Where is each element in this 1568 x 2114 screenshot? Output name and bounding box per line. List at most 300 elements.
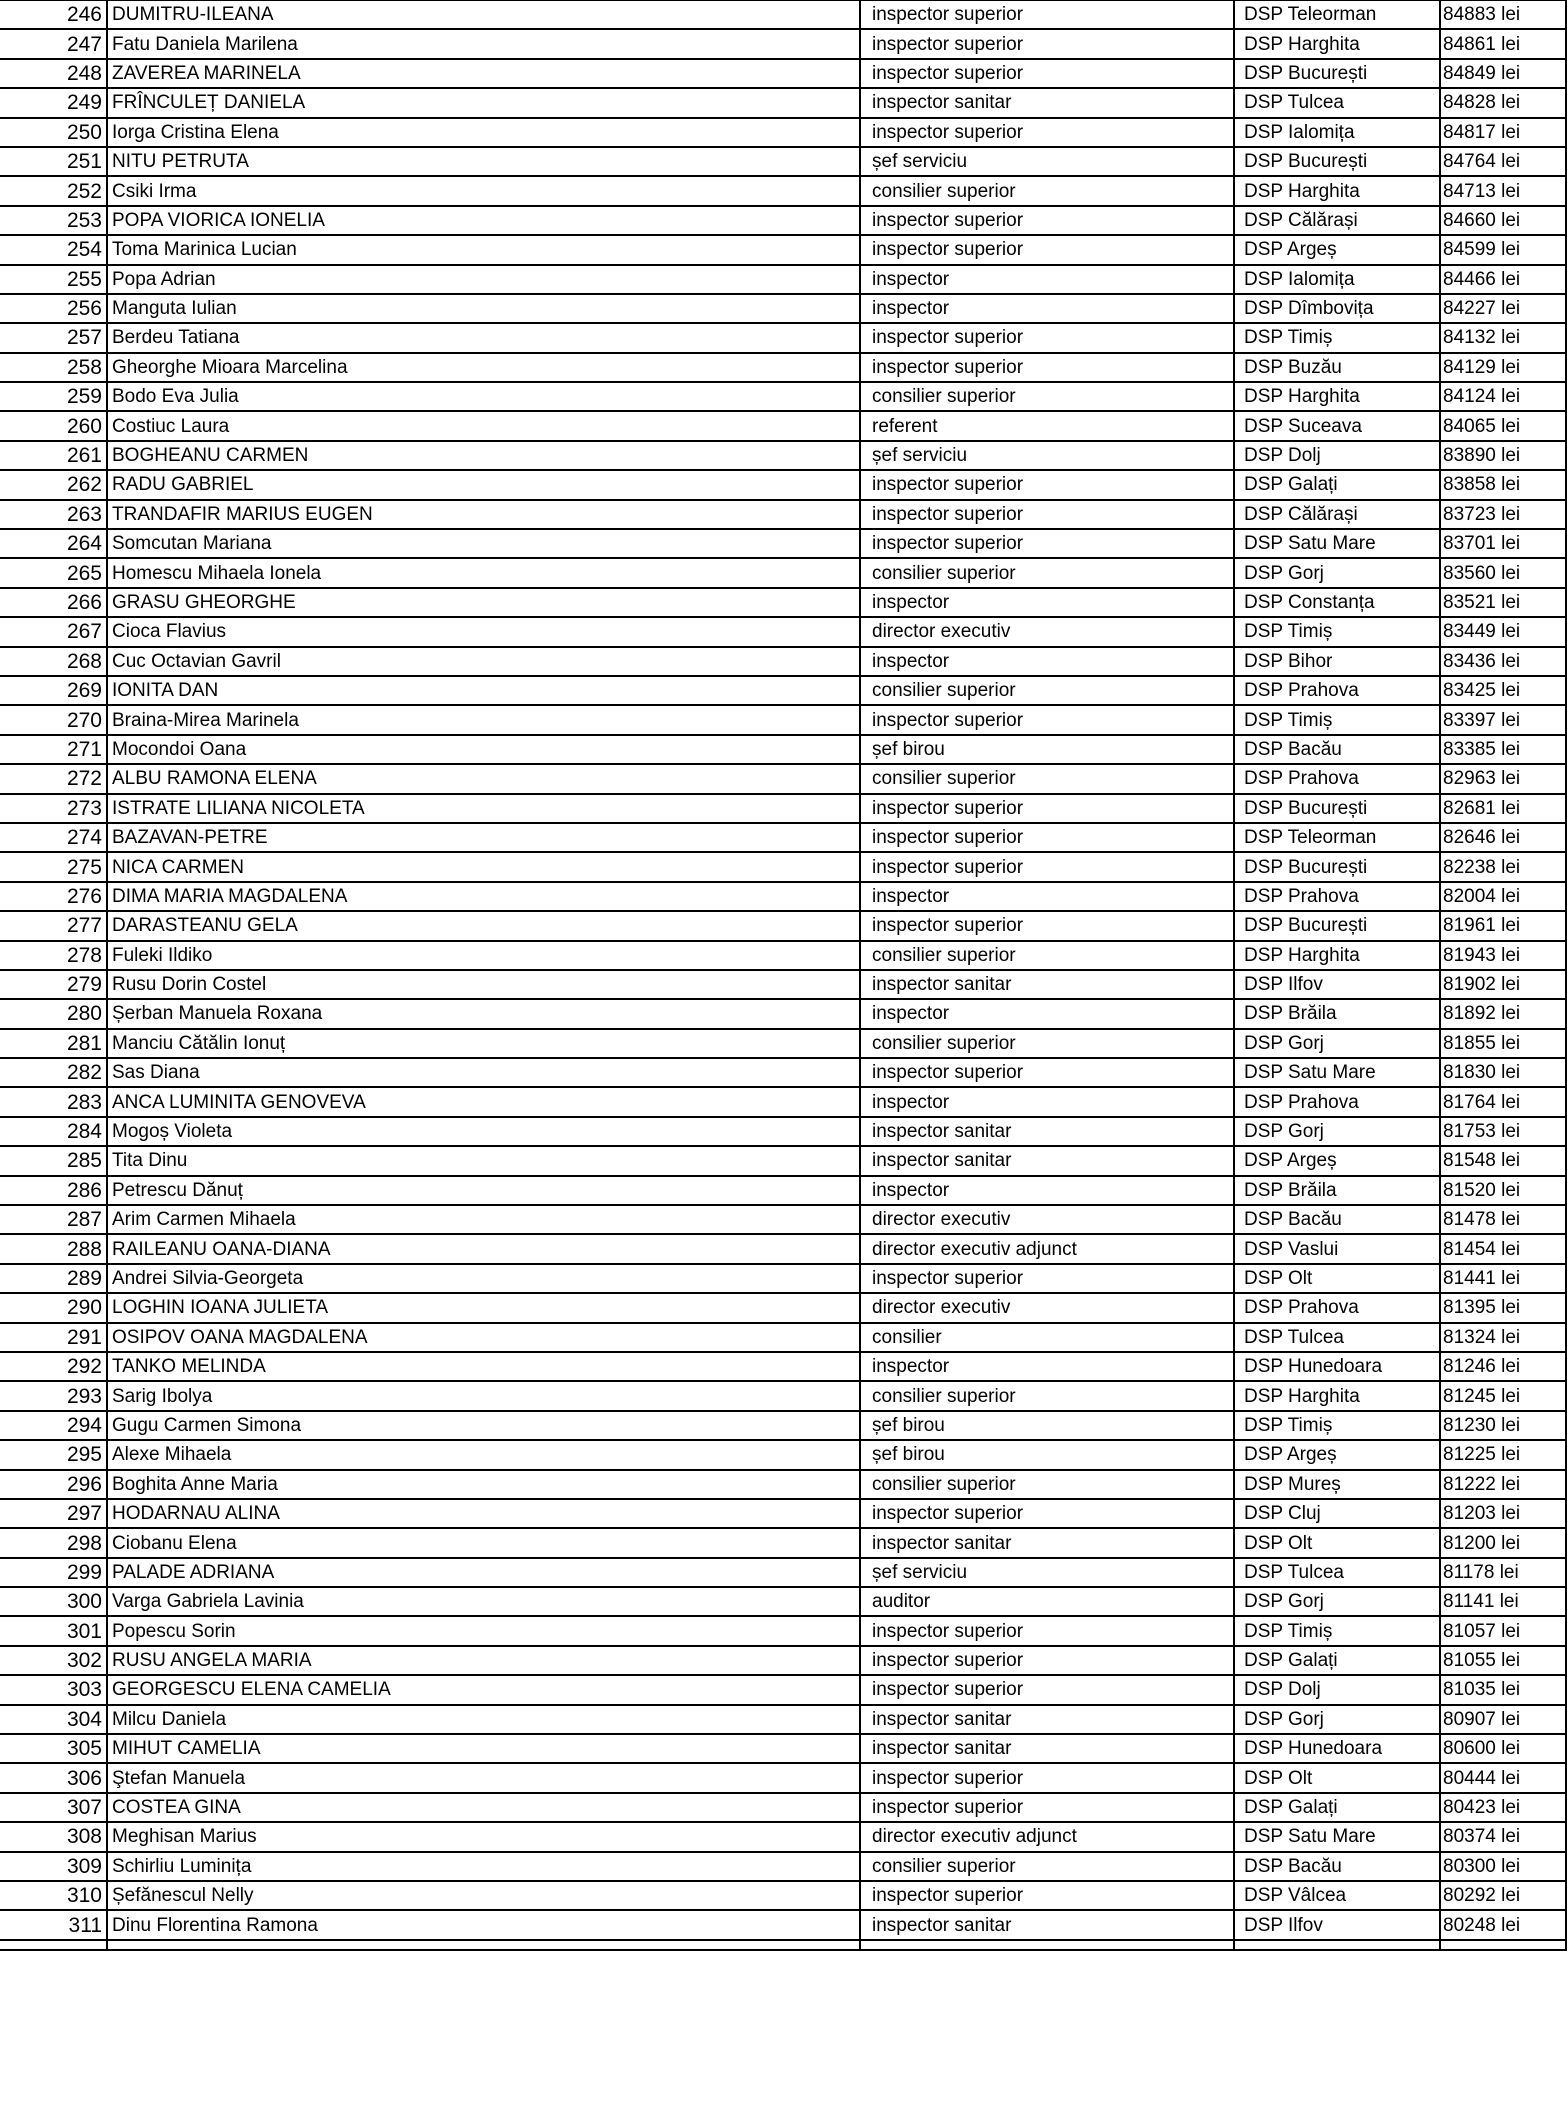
table-row	[0, 1381, 1566, 1410]
table-row	[0, 970, 1566, 999]
salary-cell: 84132 lei	[1440, 323, 1566, 352]
salary-cell: 83723 lei	[1440, 500, 1566, 529]
salary-cell: 84817 lei	[1440, 118, 1566, 147]
employee-name-cell: Alexe Mihaela	[107, 1440, 860, 1469]
row-number-cell: 257	[0, 323, 107, 352]
table-row	[0, 1587, 1566, 1616]
employee-name-cell: Mogoș Violeta	[107, 1117, 860, 1146]
salary-cell: 80374 lei	[1440, 1822, 1566, 1851]
salary-cell: 80907 lei	[1440, 1705, 1566, 1734]
row-number-cell: 287	[0, 1205, 107, 1234]
salary-cell: 82004 lei	[1440, 882, 1566, 911]
table-row	[0, 1822, 1566, 1851]
job-function-cell: inspector superior	[860, 529, 1234, 558]
institution-cell: DSP Călărași	[1234, 206, 1440, 235]
salary-cell: 84124 lei	[1440, 382, 1566, 411]
job-function-cell: inspector superior	[860, 235, 1234, 264]
institution-cell: DSP Vaslui	[1234, 1234, 1440, 1263]
table-row	[0, 617, 1566, 646]
row-number-cell: 307	[0, 1793, 107, 1822]
salary-cell: 80600 lei	[1440, 1734, 1566, 1763]
row-number-cell: 262	[0, 470, 107, 499]
row-number-cell: 311	[0, 1910, 107, 1939]
table-row	[0, 1440, 1566, 1469]
salary-cell: 81764 lei	[1440, 1087, 1566, 1116]
institution-cell: DSP Suceava	[1234, 411, 1440, 440]
institution-cell: DSP Harghita	[1234, 382, 1440, 411]
salary-cell: 81548 lei	[1440, 1146, 1566, 1175]
employee-name-cell: TRANDAFIR MARIUS EUGEN	[107, 500, 860, 529]
employee-name-cell: Csiki Irma	[107, 176, 860, 205]
row-number-cell: 255	[0, 265, 107, 294]
row-number-cell: 303	[0, 1675, 107, 1704]
employee-name-cell: Dinu Florentina Ramona	[107, 1910, 860, 1939]
row-number-cell: 268	[0, 647, 107, 676]
table-row	[0, 1176, 1566, 1205]
job-function-cell: inspector superior	[860, 1264, 1234, 1293]
employee-name-cell: Iorga Cristina Elena	[107, 118, 860, 147]
row-number-cell: 277	[0, 911, 107, 940]
table-row	[0, 852, 1566, 881]
institution-cell: DSP Dîmbovița	[1234, 294, 1440, 323]
institution-cell: DSP Prahova	[1234, 1293, 1440, 1322]
salary-cell: 81245 lei	[1440, 1381, 1566, 1410]
job-function-cell: inspector superior	[860, 911, 1234, 940]
table-row	[0, 1058, 1566, 1087]
table-row	[0, 470, 1566, 499]
job-function-cell: director executiv	[860, 1293, 1234, 1322]
institution-cell: DSP Ialomița	[1234, 118, 1440, 147]
employee-name-cell: LOGHIN IOANA JULIETA	[107, 1293, 860, 1322]
employee-name-cell: RAILEANU OANA-DIANA	[107, 1234, 860, 1263]
row-number-cell: 300	[0, 1587, 107, 1616]
salary-cell: 80300 lei	[1440, 1852, 1566, 1881]
row-number-cell: 271	[0, 735, 107, 764]
salary-cell: 81246 lei	[1440, 1352, 1566, 1381]
row-number-cell: 254	[0, 235, 107, 264]
job-function-cell: auditor	[860, 1587, 1234, 1616]
institution-cell: DSP Hunedoara	[1234, 1734, 1440, 1763]
table-row	[0, 823, 1566, 852]
employee-name-cell: DIMA MARIA MAGDALENA	[107, 882, 860, 911]
institution-cell: DSP Prahova	[1234, 676, 1440, 705]
row-number-cell: 260	[0, 411, 107, 440]
job-function-cell: inspector	[860, 588, 1234, 617]
employee-name-cell: Manciu Cătălin Ionuț	[107, 1029, 860, 1058]
job-function-cell: consilier superior	[860, 1029, 1234, 1058]
job-function-cell: inspector superior	[860, 1058, 1234, 1087]
row-number-cell: 272	[0, 764, 107, 793]
row-number-cell: 306	[0, 1763, 107, 1792]
employee-name-cell: OSIPOV OANA MAGDALENA	[107, 1323, 860, 1352]
institution-cell: DSP Satu Mare	[1234, 529, 1440, 558]
table-row	[0, 1499, 1566, 1528]
institution-cell: DSP Prahova	[1234, 764, 1440, 793]
employee-name-cell: Arim Carmen Mihaela	[107, 1205, 860, 1234]
institution-cell: DSP Vâlcea	[1234, 1881, 1440, 1910]
salary-cell: 84065 lei	[1440, 411, 1566, 440]
institution-cell: DSP Bacău	[1234, 1852, 1440, 1881]
institution-cell: DSP Brăila	[1234, 1176, 1440, 1205]
job-function-cell: inspector	[860, 294, 1234, 323]
job-function-cell: inspector superior	[860, 59, 1234, 88]
table-row	[0, 235, 1566, 264]
institution-cell: DSP Prahova	[1234, 1087, 1440, 1116]
job-function-cell: director executiv	[860, 617, 1234, 646]
row-number-cell: 275	[0, 852, 107, 881]
institution-cell: DSP Timiș	[1234, 1411, 1440, 1440]
row-number-cell: 288	[0, 1234, 107, 1263]
table-row	[0, 59, 1566, 88]
employee-name-cell: ZAVEREA MARINELA	[107, 59, 860, 88]
institution-cell: DSP Olt	[1234, 1264, 1440, 1293]
employee-name-cell: Sas Diana	[107, 1058, 860, 1087]
job-function-cell: inspector superior	[860, 1675, 1234, 1704]
salary-cell: 84466 lei	[1440, 265, 1566, 294]
row-number-cell: 290	[0, 1293, 107, 1322]
job-function-cell: inspector superior	[860, 206, 1234, 235]
row-number-cell: 289	[0, 1264, 107, 1293]
salary-cell: 84828 lei	[1440, 88, 1566, 117]
employee-name-cell: Petrescu Dănuț	[107, 1176, 860, 1205]
salary-cell: 81225 lei	[1440, 1440, 1566, 1469]
row-number-cell: 285	[0, 1146, 107, 1175]
row-number-cell: 273	[0, 794, 107, 823]
salary-cell: 84713 lei	[1440, 176, 1566, 205]
institution-cell: DSP Cluj	[1234, 1499, 1440, 1528]
job-function-cell: inspector superior	[860, 1793, 1234, 1822]
employee-name-cell: Mocondoi Oana	[107, 735, 860, 764]
table-row	[0, 1881, 1566, 1910]
institution-cell: DSP Gorj	[1234, 558, 1440, 587]
employee-name-cell: Șerban Manuela Roxana	[107, 999, 860, 1028]
employee-name-cell: Varga Gabriela Lavinia	[107, 1587, 860, 1616]
salary-cell: 83425 lei	[1440, 676, 1566, 705]
salary-cell: 81141 lei	[1440, 1587, 1566, 1616]
salary-cell: 81520 lei	[1440, 1176, 1566, 1205]
employee-name-cell: TANKO MELINDA	[107, 1352, 860, 1381]
employee-name-cell: Popa Adrian	[107, 265, 860, 294]
employee-name-cell: Rusu Dorin Costel	[107, 970, 860, 999]
job-function-cell: șef birou	[860, 735, 1234, 764]
row-number-cell: 274	[0, 823, 107, 852]
employee-name-cell: BAZAVAN-PETRE	[107, 823, 860, 852]
job-function-cell: șef birou	[860, 1411, 1234, 1440]
institution-cell: DSP Harghita	[1234, 1381, 1440, 1410]
institution-cell: DSP Teleorman	[1234, 0, 1440, 29]
job-function-cell: inspector	[860, 999, 1234, 1028]
job-function-cell: inspector	[860, 1352, 1234, 1381]
job-function-cell: inspector superior	[860, 470, 1234, 499]
row-number-cell: 256	[0, 294, 107, 323]
table-row	[0, 999, 1566, 1028]
row-number-cell: 301	[0, 1616, 107, 1645]
table-row	[0, 588, 1566, 617]
employee-name-cell: Somcutan Mariana	[107, 529, 860, 558]
salary-cell: 84660 lei	[1440, 206, 1566, 235]
table-row	[0, 1646, 1566, 1675]
table-row	[0, 206, 1566, 235]
employee-name-cell: POPA VIORICA IONELIA	[107, 206, 860, 235]
table-row	[0, 294, 1566, 323]
employee-name-cell: Andrei Silvia-Georgeta	[107, 1264, 860, 1293]
institution-cell: DSP Tulcea	[1234, 1558, 1440, 1587]
employee-name-cell: ALBU RAMONA ELENA	[107, 764, 860, 793]
row-number-cell: 291	[0, 1323, 107, 1352]
job-function-cell: inspector sanitar	[860, 88, 1234, 117]
job-function-cell: consilier superior	[860, 941, 1234, 970]
job-function-cell: director executiv	[860, 1205, 1234, 1234]
table-row	[0, 676, 1566, 705]
job-function-cell: director executiv adjunct	[860, 1234, 1234, 1263]
employee-name-cell: Ciobanu Elena	[107, 1528, 860, 1557]
job-function-cell: consilier superior	[860, 1470, 1234, 1499]
row-number-cell: 299	[0, 1558, 107, 1587]
employee-name-cell: Meghisan Marius	[107, 1822, 860, 1851]
institution-cell: DSP Argeș	[1234, 1440, 1440, 1469]
job-function-cell: inspector sanitar	[860, 1146, 1234, 1175]
employee-name-cell: Milcu Daniela	[107, 1705, 860, 1734]
institution-cell: DSP Teleorman	[1234, 823, 1440, 852]
row-number-cell: 295	[0, 1440, 107, 1469]
row-number-cell: 292	[0, 1352, 107, 1381]
institution-cell: DSP Dolj	[1234, 1675, 1440, 1704]
institution-cell: DSP Buzău	[1234, 353, 1440, 382]
row-number-cell: 266	[0, 588, 107, 617]
job-function-cell: șef serviciu	[860, 1558, 1234, 1587]
table-row	[0, 29, 1566, 58]
salary-cell: 84861 lei	[1440, 29, 1566, 58]
institution-cell: DSP Galați	[1234, 1793, 1440, 1822]
salary-cell: 81055 lei	[1440, 1646, 1566, 1675]
table-row	[0, 794, 1566, 823]
institution-cell: DSP Tulcea	[1234, 88, 1440, 117]
table-row	[0, 441, 1566, 470]
table-row	[0, 411, 1566, 440]
institution-cell: DSP Dolj	[1234, 441, 1440, 470]
employee-name-cell: Berdeu Tatiana	[107, 323, 860, 352]
employee-name-cell: HODARNAU ALINA	[107, 1499, 860, 1528]
table-row	[0, 1411, 1566, 1440]
row-number-cell: 246	[0, 0, 107, 29]
salary-cell: 81855 lei	[1440, 1029, 1566, 1058]
salary-cell: 84764 lei	[1440, 147, 1566, 176]
row-number-cell: 278	[0, 941, 107, 970]
employee-name-cell: Schirliu Luminița	[107, 1852, 860, 1881]
salary-cell: 83890 lei	[1440, 441, 1566, 470]
institution-cell: DSP Harghita	[1234, 941, 1440, 970]
job-function-cell: consilier	[860, 1323, 1234, 1352]
institution-cell: DSP Gorj	[1234, 1587, 1440, 1616]
employee-name-cell: Popescu Sorin	[107, 1616, 860, 1645]
row-number-cell: 248	[0, 59, 107, 88]
salary-cell: 81943 lei	[1440, 941, 1566, 970]
table-row	[0, 1558, 1566, 1587]
institution-cell: DSP Harghita	[1234, 29, 1440, 58]
table-row	[0, 764, 1566, 793]
job-function-cell: consilier superior	[860, 382, 1234, 411]
table-row	[0, 558, 1566, 587]
job-function-cell: inspector	[860, 265, 1234, 294]
table-row	[0, 647, 1566, 676]
salary-cell: 81454 lei	[1440, 1234, 1566, 1263]
table-row	[0, 1264, 1566, 1293]
row-number-cell: 264	[0, 529, 107, 558]
job-function-cell: inspector superior	[860, 852, 1234, 881]
salary-cell: 81961 lei	[1440, 911, 1566, 940]
job-function-cell: consilier superior	[860, 558, 1234, 587]
employee-name-cell: IONITA DAN	[107, 676, 860, 705]
employee-name-cell: Costiuc Laura	[107, 411, 860, 440]
employee-name-cell: Fatu Daniela Marilena	[107, 29, 860, 58]
table-row	[0, 941, 1566, 970]
table-row	[0, 1205, 1566, 1234]
row-number-cell: 305	[0, 1734, 107, 1763]
institution-cell: DSP Tulcea	[1234, 1323, 1440, 1352]
salary-cell: 84599 lei	[1440, 235, 1566, 264]
job-function-cell: inspector sanitar	[860, 1705, 1234, 1734]
employee-name-cell: Toma Marinica Lucian	[107, 235, 860, 264]
table-row	[0, 1146, 1566, 1175]
employee-name-cell: GRASU GHEORGHE	[107, 588, 860, 617]
table-row	[0, 0, 1566, 29]
institution-cell: DSP București	[1234, 911, 1440, 940]
salary-cell: 81035 lei	[1440, 1675, 1566, 1704]
table-row	[0, 265, 1566, 294]
employee-name-cell: Braina-Mirea Marinela	[107, 705, 860, 734]
institution-cell: DSP Timiș	[1234, 323, 1440, 352]
row-number-cell: 284	[0, 1117, 107, 1146]
job-function-cell: consilier superior	[860, 1381, 1234, 1410]
employee-name-cell: DUMITRU-ILEANA	[107, 0, 860, 29]
salary-cell: 81178 lei	[1440, 1558, 1566, 1587]
institution-cell: DSP Satu Mare	[1234, 1822, 1440, 1851]
institution-cell: DSP Călărași	[1234, 500, 1440, 529]
job-function-cell: inspector sanitar	[860, 1734, 1234, 1763]
employee-name-cell: Șefănescul Nelly	[107, 1881, 860, 1910]
row-number-cell: 265	[0, 558, 107, 587]
table-row	[0, 735, 1566, 764]
job-function-cell: inspector superior	[860, 1499, 1234, 1528]
salary-cell: 81057 lei	[1440, 1616, 1566, 1645]
row-number-cell: 269	[0, 676, 107, 705]
salary-cell: 81830 lei	[1440, 1058, 1566, 1087]
row-number-cell: 270	[0, 705, 107, 734]
employee-name-cell: Homescu Mihaela Ionela	[107, 558, 860, 587]
salary-cell: 83397 lei	[1440, 705, 1566, 734]
employee-name-cell: Tita Dinu	[107, 1146, 860, 1175]
job-function-cell: inspector superior	[860, 29, 1234, 58]
institution-cell: DSP Prahova	[1234, 882, 1440, 911]
job-function-cell: inspector	[860, 1087, 1234, 1116]
salary-cell: 84883 lei	[1440, 0, 1566, 29]
row-number-cell: 276	[0, 882, 107, 911]
row-number-cell: 304	[0, 1705, 107, 1734]
salary-cell: 83436 lei	[1440, 647, 1566, 676]
table-row	[0, 1293, 1566, 1322]
job-function-cell: inspector	[860, 882, 1234, 911]
salary-cell: 84129 lei	[1440, 353, 1566, 382]
job-function-cell: consilier superior	[860, 176, 1234, 205]
employee-name-cell: ANCA LUMINITA GENOVEVA	[107, 1087, 860, 1116]
salary-cell: 82238 lei	[1440, 852, 1566, 881]
salary-cell: 80248 lei	[1440, 1910, 1566, 1939]
institution-cell: DSP Olt	[1234, 1528, 1440, 1557]
salary-cell: 80444 lei	[1440, 1763, 1566, 1792]
institution-cell: DSP Timiș	[1234, 617, 1440, 646]
row-number-cell: 258	[0, 353, 107, 382]
employee-name-cell: Cioca Flavius	[107, 617, 860, 646]
table-row	[0, 529, 1566, 558]
institution-cell: DSP Bacău	[1234, 1205, 1440, 1234]
job-function-cell: consilier superior	[860, 1852, 1234, 1881]
institution-cell: DSP Timiș	[1234, 705, 1440, 734]
salary-cell: 81222 lei	[1440, 1470, 1566, 1499]
salary-cell: 81395 lei	[1440, 1293, 1566, 1322]
table-row	[0, 1352, 1566, 1381]
institution-cell: DSP Galați	[1234, 1646, 1440, 1675]
table-row	[0, 323, 1566, 352]
institution-cell: DSP Olt	[1234, 1763, 1440, 1792]
institution-cell: DSP Mureș	[1234, 1470, 1440, 1499]
salary-cell: 81902 lei	[1440, 970, 1566, 999]
employee-name-cell: BOGHEANU CARMEN	[107, 441, 860, 470]
job-function-cell: inspector	[860, 1176, 1234, 1205]
job-function-cell: director executiv adjunct	[860, 1822, 1234, 1851]
row-number-cell: 298	[0, 1528, 107, 1557]
institution-cell: DSP Satu Mare	[1234, 1058, 1440, 1087]
job-function-cell: inspector superior	[860, 1616, 1234, 1645]
row-number-cell: 281	[0, 1029, 107, 1058]
job-function-cell: șef serviciu	[860, 441, 1234, 470]
salary-cell: 84227 lei	[1440, 294, 1566, 323]
job-function-cell: inspector superior	[860, 823, 1234, 852]
table-row	[0, 705, 1566, 734]
institution-cell: DSP Bacău	[1234, 735, 1440, 764]
row-number-cell: 261	[0, 441, 107, 470]
table-row	[0, 500, 1566, 529]
employee-name-cell: Cuc Octavian Gavril	[107, 647, 860, 676]
row-number-cell: 283	[0, 1087, 107, 1116]
table-row	[0, 1528, 1566, 1557]
job-function-cell: inspector superior	[860, 1763, 1234, 1792]
employee-name-cell: RUSU ANGELA MARIA	[107, 1646, 860, 1675]
employee-name-cell: PALADE ADRIANA	[107, 1558, 860, 1587]
salary-cell: 82646 lei	[1440, 823, 1566, 852]
job-function-cell: inspector superior	[860, 0, 1234, 29]
institution-cell: DSP Harghita	[1234, 176, 1440, 205]
salary-cell: 83560 lei	[1440, 558, 1566, 587]
table-row	[0, 1117, 1566, 1146]
salary-cell: 81203 lei	[1440, 1499, 1566, 1528]
institution-cell: DSP Gorj	[1234, 1705, 1440, 1734]
employee-name-cell: MIHUT CAMELIA	[107, 1734, 860, 1763]
employee-name-cell: Manguta Iulian	[107, 294, 860, 323]
table-row	[0, 1616, 1566, 1645]
salary-cell: 81324 lei	[1440, 1323, 1566, 1352]
salary-cell: 83449 lei	[1440, 617, 1566, 646]
table-row	[0, 1323, 1566, 1352]
table-row	[0, 1910, 1566, 1939]
table-row	[0, 118, 1566, 147]
table-row	[0, 1705, 1566, 1734]
institution-cell: DSP Ialomița	[1234, 265, 1440, 294]
salary-cell: 83385 lei	[1440, 735, 1566, 764]
job-function-cell: inspector superior	[860, 353, 1234, 382]
table-row	[0, 88, 1566, 117]
institution-cell: DSP București	[1234, 852, 1440, 881]
row-number-cell: 279	[0, 970, 107, 999]
